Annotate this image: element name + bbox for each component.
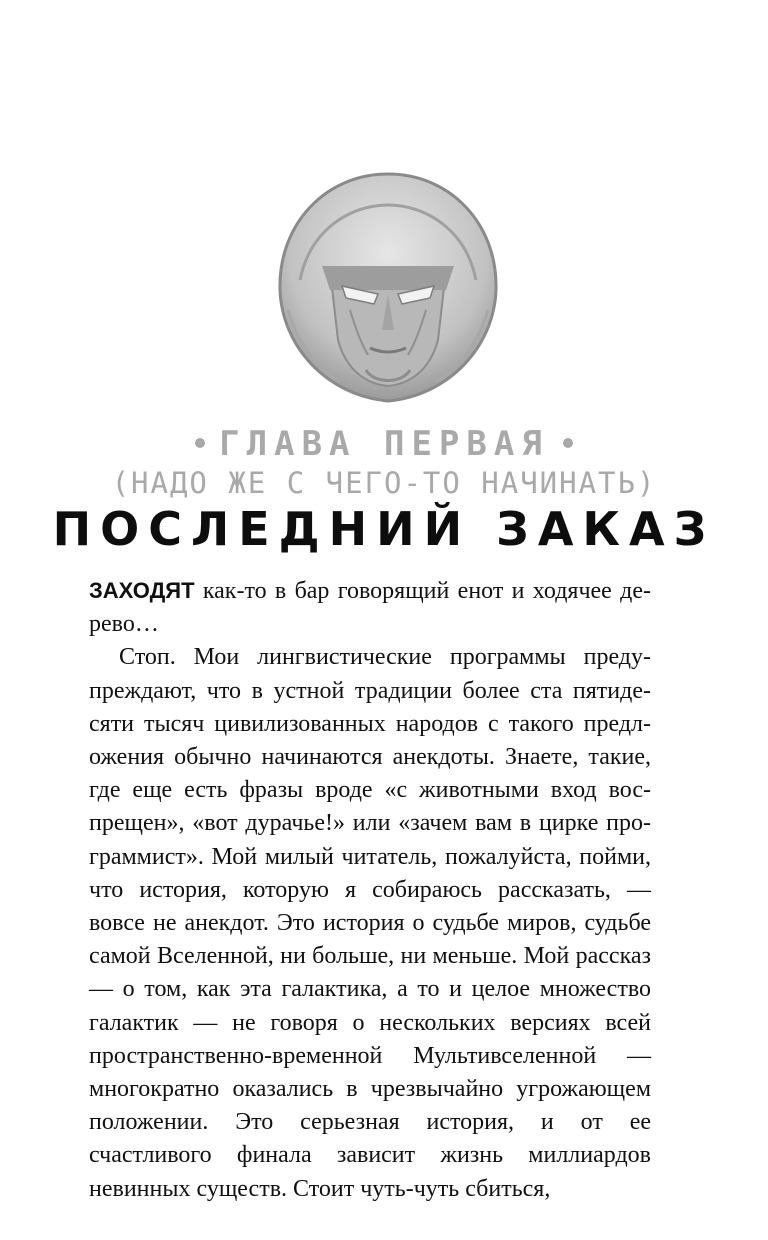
bullet-icon — [563, 438, 573, 448]
helmeted-face-icon — [270, 170, 506, 405]
chapter-body — [89, 574, 651, 1206]
chapter-subtitle: (НАДО ЖЕ С ЧЕГО-ТО НАЧИНАТЬ) — [111, 466, 657, 500]
chapter-illustration — [270, 170, 506, 405]
paragraph-2: Стоп. Мои лингвистические программы предупреждают, что в устной традиции более ста пятидесяти тысяч цивилизованных народов с такого предложения обычно начинаются анекдоты. Знаете, такие, где еще есть фразы вроде «с животными вход воспрещен», «вот дурачье!» или «зачем вам в цирке программист». Мой милый читатель, пожалуйста, пойми, что история, которую я собираюсь рассказать, — вовсе не анекдот. Это история о судьбе миров, судьбе самой Вселенной, ни больше, ни меньше. Мой рассказ — о том, как эта галактика, а то и целое множество галактик — не говоря о нескольких версиях всей пространственно-временной Мультивселенной — многократно оказались в чрезвычайно угрожающем положении. Это серьезная история, и от ее счастливого финала зависит жизнь миллиардов невинных существ. Стоит чуть-чуть сбиться, — [89, 644, 651, 1202]
paragraph-1-text: как-то в бар говорящий енот и ходячее дерево… — [89, 578, 651, 638]
chapter-title: ПОСЛЕДНИЙ ЗАКАЗ — [52, 502, 716, 556]
bullet-icon — [195, 438, 205, 448]
chapter-label-line — [0, 424, 768, 464]
chapter-label: ГЛАВА ПЕРВАЯ — [219, 424, 549, 464]
lead-word: ЗАХОДЯТ — [89, 578, 195, 603]
paragraph-1 — [89, 574, 651, 641]
